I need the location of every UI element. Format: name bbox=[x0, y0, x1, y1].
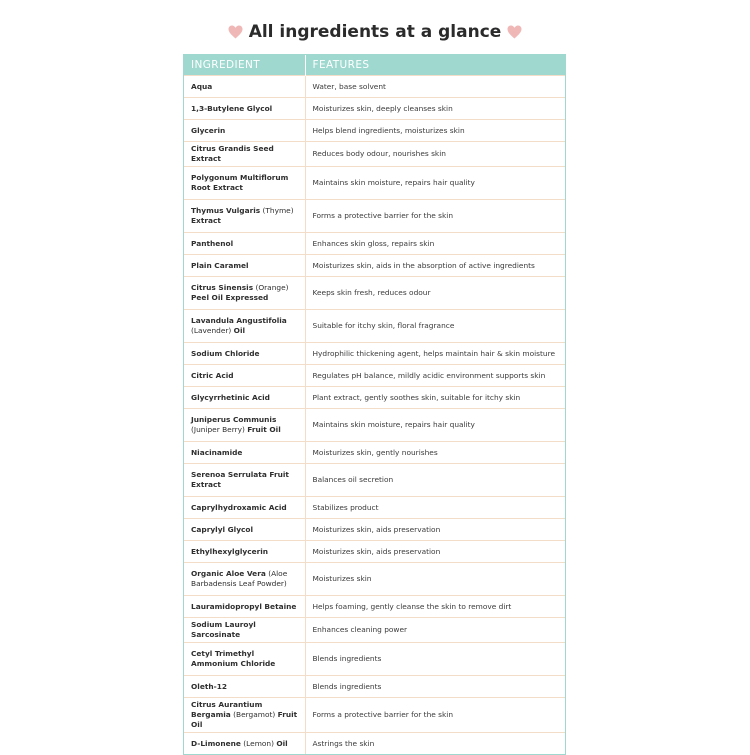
ingredient-name-part: Caprylhydroxamic Acid bbox=[191, 502, 287, 512]
ingredient-name-part: Thymus Vulgaris bbox=[191, 206, 261, 215]
table-body bbox=[184, 76, 565, 755]
feature-cell: Moisturizes skin, aids preservation bbox=[305, 541, 565, 563]
table-row bbox=[184, 387, 565, 409]
title-row bbox=[0, 22, 750, 42]
table-row bbox=[184, 733, 565, 755]
features-column-header: FEATURES bbox=[305, 55, 565, 76]
table-row bbox=[184, 409, 565, 442]
table-row bbox=[184, 255, 565, 277]
ingredient-name-part: Oleth-12 bbox=[191, 681, 227, 691]
feature-cell: Balances oil secretion bbox=[305, 464, 565, 497]
ingredient-name-part: Juniperus Communis bbox=[191, 415, 277, 424]
ingredient-name-part: Extract bbox=[191, 216, 221, 225]
ingredient-cell bbox=[184, 676, 305, 698]
ingredient-name-part: Citric Acid bbox=[191, 370, 234, 380]
ingredient-name-part: Caprylyl Glycol bbox=[191, 524, 254, 534]
ingredient-cell bbox=[184, 167, 305, 200]
ingredient-name-part: Serenoa Serrulata Fruit Extract bbox=[191, 470, 289, 489]
ingredient-cell bbox=[184, 365, 305, 387]
ingredient-cell bbox=[184, 563, 305, 596]
feature-cell: Enhances cleaning power bbox=[305, 618, 565, 643]
ingredient-name-part: D-Limonene bbox=[191, 738, 241, 748]
table-row bbox=[184, 643, 565, 676]
ingredient-cell bbox=[184, 200, 305, 233]
ingredient-name-part: (Lavender) bbox=[191, 326, 234, 335]
ingredient-name-part: (Thyme) bbox=[260, 206, 294, 215]
ingredient-cell bbox=[184, 698, 305, 733]
ingredient-cell bbox=[184, 519, 305, 541]
ingredients-table bbox=[184, 55, 565, 754]
ingredient-cell bbox=[184, 541, 305, 563]
ingredient-cell bbox=[184, 464, 305, 497]
table-row bbox=[184, 698, 565, 733]
feature-cell: Hydrophilic thickening agent, helps maintain hair & skin moisture bbox=[305, 343, 565, 365]
ingredient-cell bbox=[184, 618, 305, 643]
ingredient-name-part: (Lemon) bbox=[240, 738, 277, 748]
feature-cell: Keeps skin fresh, reduces odour bbox=[305, 277, 565, 310]
feature-cell: Stabilizes product bbox=[305, 497, 565, 519]
ingredient-name-part: Fruit Oil bbox=[191, 710, 298, 729]
ingredient-name-part: Lauramidopropyl Betaine bbox=[191, 601, 297, 611]
ingredient-name-part: Sodium Chloride bbox=[191, 348, 260, 358]
ingredient-name-part: Fruit Oil bbox=[247, 425, 281, 434]
ingredient-name-part: Citrus Sinensis bbox=[191, 283, 254, 292]
table-row bbox=[184, 464, 565, 497]
table-row bbox=[184, 519, 565, 541]
ingredient-name-part: Glycyrrhetinic Acid bbox=[191, 392, 270, 402]
ingredient-cell bbox=[184, 497, 305, 519]
table-row bbox=[184, 167, 565, 200]
feature-cell: Moisturizes skin, aids in the absorption of active ingredients bbox=[305, 255, 565, 277]
ingredient-cell bbox=[184, 255, 305, 277]
feature-cell: Forms a protective barrier for the skin bbox=[305, 698, 565, 733]
ingredient-cell bbox=[184, 343, 305, 365]
ingredient-cell bbox=[184, 98, 305, 120]
ingredient-name-part: Citrus Aurantium Bergamia bbox=[191, 700, 263, 719]
ingredient-column-header: INGREDIENT bbox=[184, 55, 305, 76]
ingredient-name-part: Organic Aloe Vera bbox=[191, 569, 266, 578]
ingredient-cell bbox=[184, 277, 305, 310]
table-row bbox=[184, 541, 565, 563]
ingredient-name-part: Lavandula Angustifolia bbox=[191, 316, 287, 325]
table-row bbox=[184, 365, 565, 387]
ingredient-name-part: Oil bbox=[276, 738, 288, 748]
table-row bbox=[184, 618, 565, 643]
feature-cell: Maintains skin moisture, repairs hair quality bbox=[305, 409, 565, 442]
ingredient-name-part: Niacinamide bbox=[191, 447, 243, 457]
table-row bbox=[184, 76, 565, 98]
table-row bbox=[184, 563, 565, 596]
ingredient-name-part: 1,3-Butylene Glycol bbox=[191, 103, 273, 113]
feature-cell: Moisturizes skin, aids preservation bbox=[305, 519, 565, 541]
heart-icon bbox=[228, 25, 243, 39]
feature-cell: Suitable for itchy skin, floral fragrance bbox=[305, 310, 565, 343]
heart-icon bbox=[507, 25, 522, 39]
table-row bbox=[184, 233, 565, 255]
table-row bbox=[184, 277, 565, 310]
feature-cell: Blends ingredients bbox=[305, 643, 565, 676]
table-row bbox=[184, 98, 565, 120]
feature-cell: Reduces body odour, nourishes skin bbox=[305, 142, 565, 167]
ingredient-cell bbox=[184, 142, 305, 167]
ingredient-name-part: Ethylhexylglycerin bbox=[191, 546, 269, 556]
ingredient-name-part: Peel Oil Expressed bbox=[191, 293, 269, 302]
ingredient-name-part: Cetyl Trimethyl Ammonium Chloride bbox=[191, 649, 276, 668]
table-header-row bbox=[184, 55, 565, 76]
feature-cell: Forms a protective barrier for the skin bbox=[305, 200, 565, 233]
ingredient-name-part: (Juniper Berry) bbox=[191, 425, 248, 434]
table-row bbox=[184, 200, 565, 233]
feature-cell: Blends ingredients bbox=[305, 676, 565, 698]
ingredient-name-part: (Bergamot) bbox=[230, 710, 278, 719]
ingredient-cell bbox=[184, 120, 305, 142]
feature-cell: Enhances skin gloss, repairs skin bbox=[305, 233, 565, 255]
feature-cell: Astrings the skin bbox=[305, 733, 565, 755]
table-row bbox=[184, 442, 565, 464]
feature-cell: Moisturizes skin, gently nourishes bbox=[305, 442, 565, 464]
table-row bbox=[184, 497, 565, 519]
table-row bbox=[184, 120, 565, 142]
ingredient-cell bbox=[184, 733, 305, 755]
ingredient-cell bbox=[184, 409, 305, 442]
ingredient-name-part: Sodium Lauroyl Sarcosinate bbox=[191, 620, 256, 639]
feature-cell: Moisturizes skin bbox=[305, 563, 565, 596]
ingredient-name-part: Plain Caramel bbox=[191, 260, 249, 270]
ingredient-cell bbox=[184, 387, 305, 409]
ingredient-cell bbox=[184, 310, 305, 343]
ingredient-cell bbox=[184, 233, 305, 255]
ingredient-cell bbox=[184, 76, 305, 98]
ingredient-cell bbox=[184, 643, 305, 676]
feature-cell: Water, base solvent bbox=[305, 76, 565, 98]
table-row bbox=[184, 142, 565, 167]
page-title: All ingredients at a glance bbox=[248, 22, 502, 42]
ingredient-cell bbox=[184, 596, 305, 618]
table-row bbox=[184, 343, 565, 365]
feature-cell: Plant extract, gently soothes skin, suitable for itchy skin bbox=[305, 387, 565, 409]
ingredient-name-part: Aqua bbox=[191, 81, 213, 91]
table-row bbox=[184, 310, 565, 343]
feature-cell: Helps foaming, gently cleanse the skin to remove dirt bbox=[305, 596, 565, 618]
feature-cell: Moisturizes skin, deeply cleanses skin bbox=[305, 98, 565, 120]
ingredient-cell bbox=[184, 442, 305, 464]
table-row bbox=[184, 596, 565, 618]
ingredient-name-part: Panthenol bbox=[191, 238, 234, 248]
table-row bbox=[184, 676, 565, 698]
ingredient-name-part: Glycerin bbox=[191, 125, 226, 135]
ingredient-name-part: Oil bbox=[233, 326, 246, 335]
ingredient-name-part: (Aloe Barbadensis Leaf Powder) bbox=[191, 569, 288, 588]
feature-cell: Maintains skin moisture, repairs hair quality bbox=[305, 167, 565, 200]
ingredient-name-part: (Orange) bbox=[253, 283, 289, 292]
ingredient-name-part: Citrus Grandis Seed Extract bbox=[191, 144, 274, 163]
feature-cell: Regulates pH balance, mildly acidic environment supports skin bbox=[305, 365, 565, 387]
ingredients-table-frame bbox=[183, 54, 566, 755]
ingredient-name-part: Polygonum Multiflorum Root Extract bbox=[191, 173, 289, 192]
feature-cell: Helps blend ingredients, moisturizes skin bbox=[305, 120, 565, 142]
